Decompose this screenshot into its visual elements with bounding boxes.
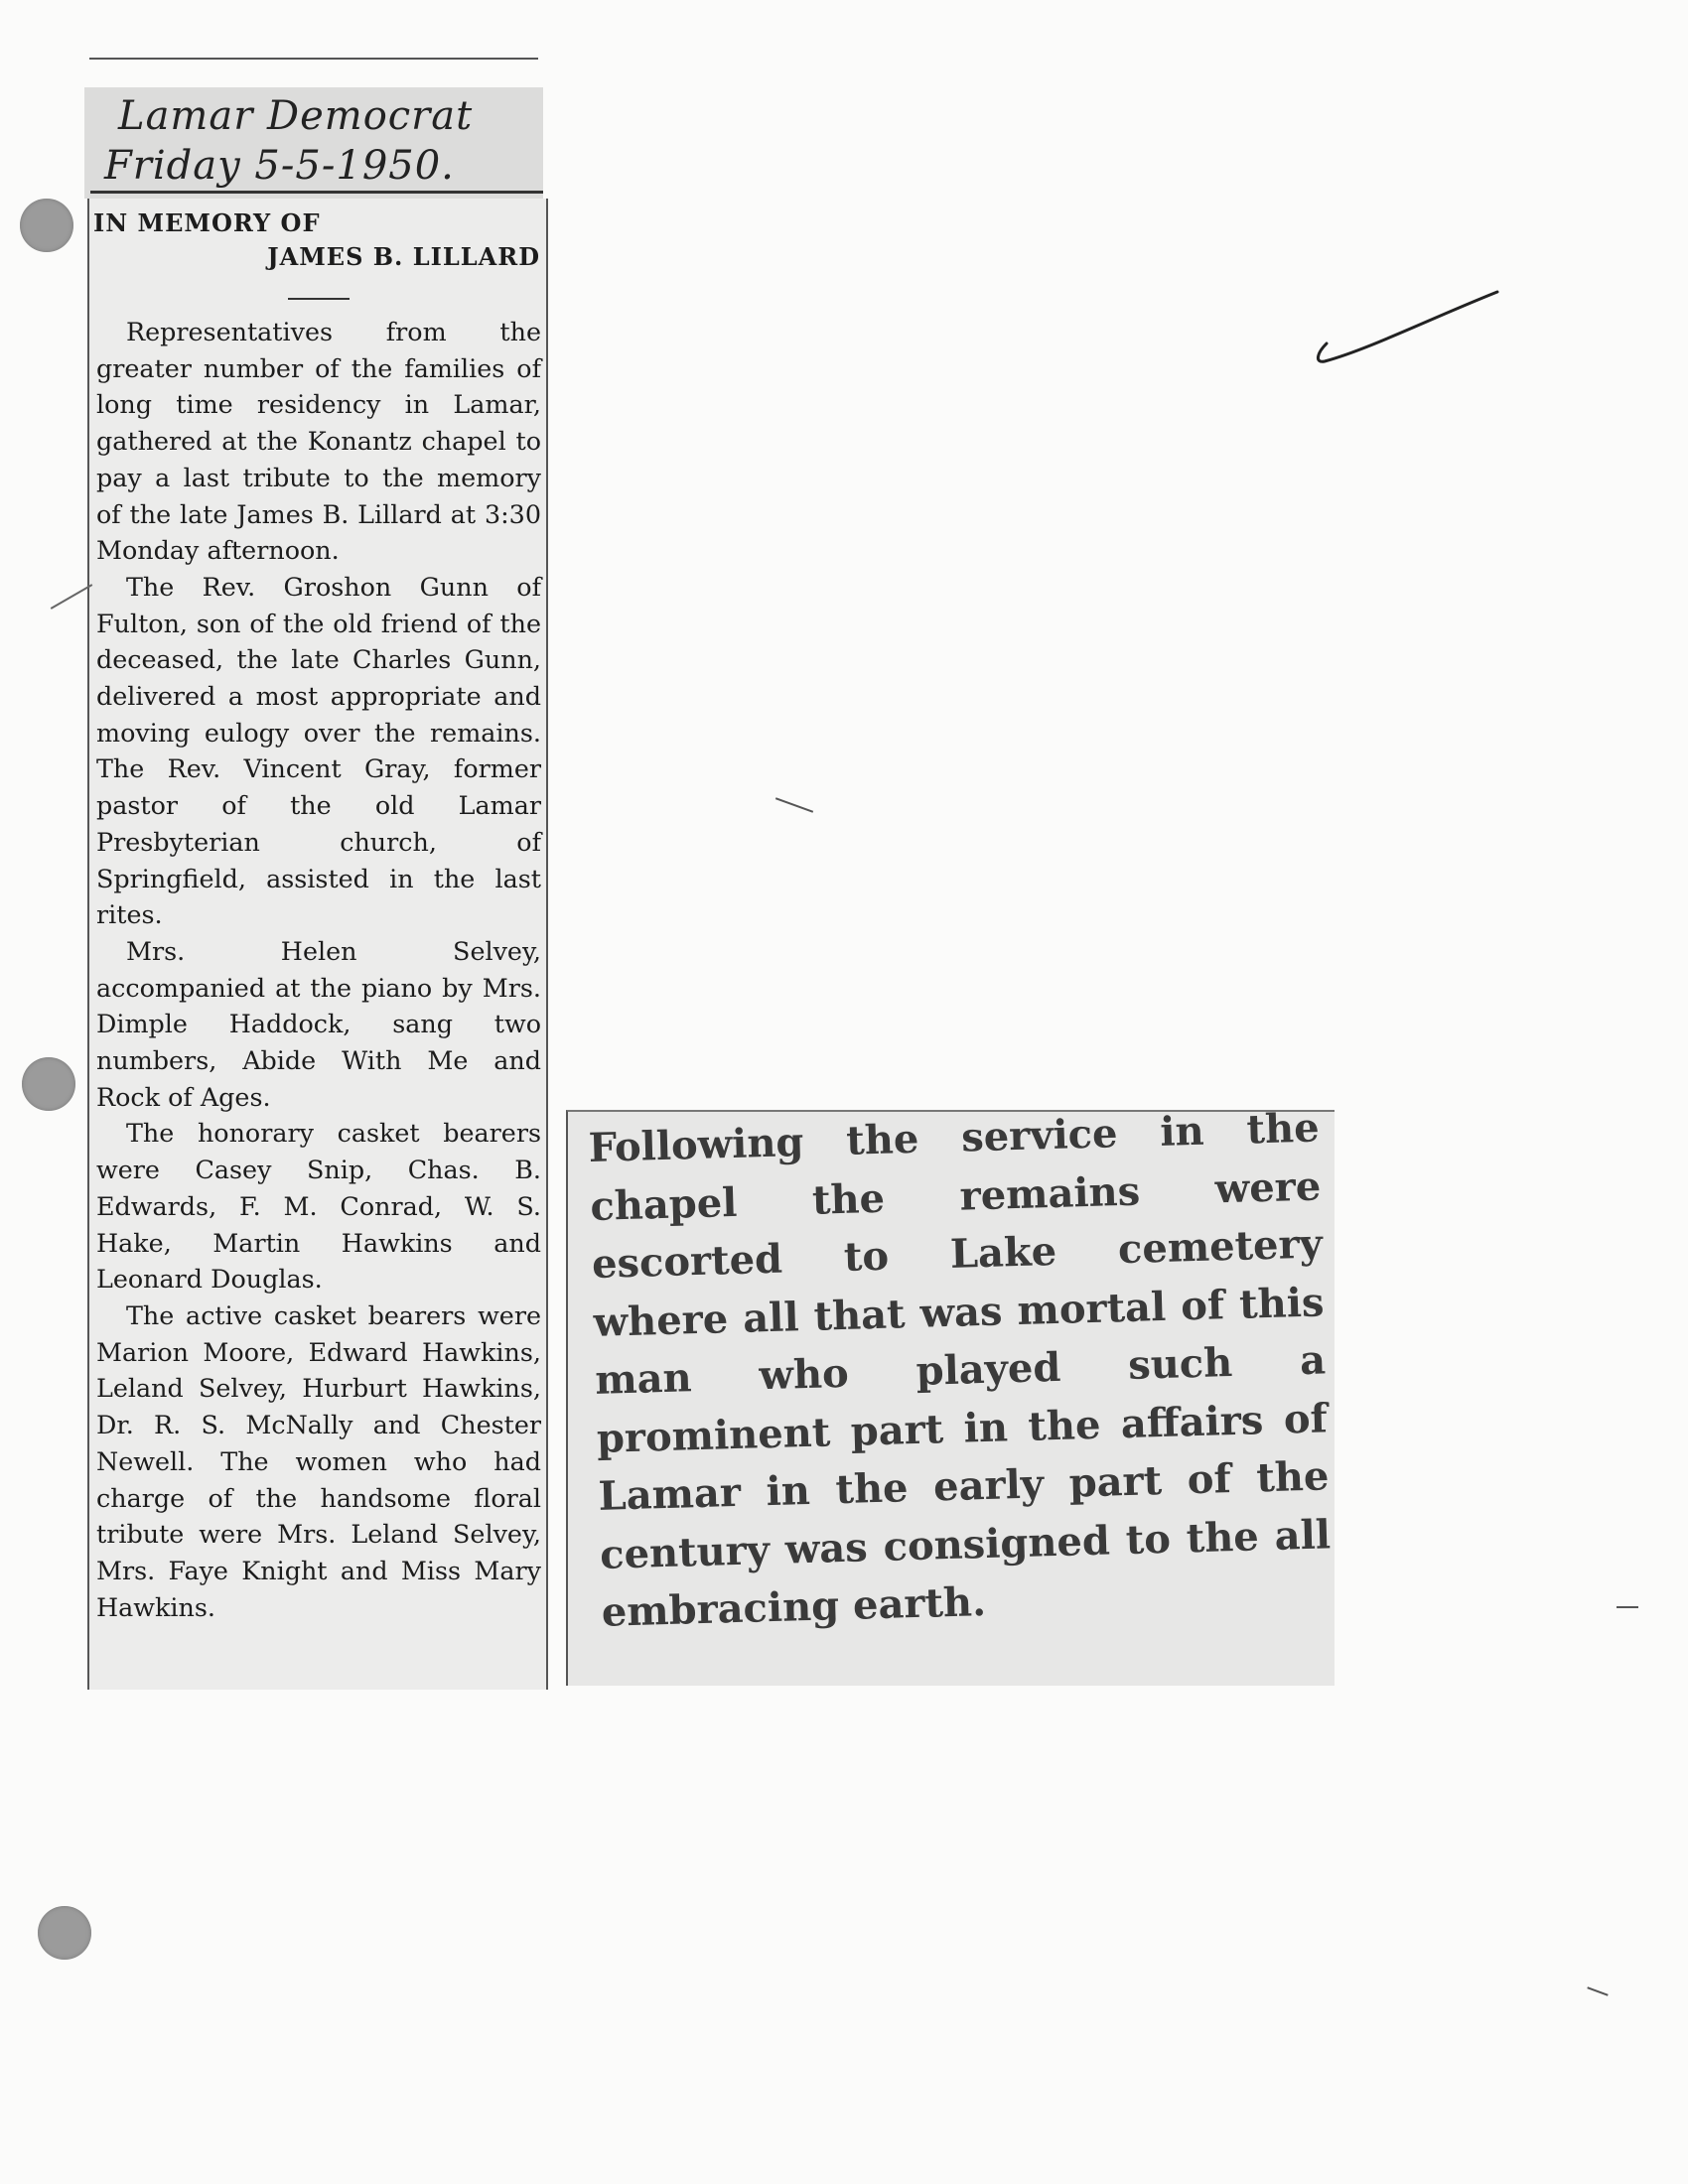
headline-line-1: IN MEMORY OF xyxy=(93,208,321,237)
continuation-text: Following the service in the chapel the remains were escorted to Lake cemetery where all that was mortal of this man who played such a prominent part in the affairs of Lamar in the early part of the century was consigned to the all embracing earth. xyxy=(588,1104,1332,1636)
paragraph-3: Mrs. Helen Selvey, accompanied at the piano by Mrs. Dimple Haddock, sang two numbers, Abide With Me and Rock of Ages. xyxy=(96,935,541,1112)
header-underline xyxy=(90,191,543,194)
paragraph-1: Representatives from the greater number of the families of long time residency in Lamar, gathered at the Konantz chapel to pay a last tribute to the memory of the late James B. Lillard at 3:30 Monday afternoon. xyxy=(96,317,541,566)
newspaper-clipping-continuation xyxy=(566,1104,1335,1686)
newspaper-clipping-main xyxy=(87,199,548,1690)
punch-hole-bottom xyxy=(38,1906,91,1960)
edge-mark xyxy=(1587,1986,1608,1995)
headline-line-2: JAMES B. LILLARD xyxy=(267,242,540,271)
headline-rule xyxy=(288,298,350,300)
article-body xyxy=(96,314,541,1625)
punch-hole-middle xyxy=(22,1057,75,1111)
handwritten-header xyxy=(84,87,543,199)
pencil-mark xyxy=(51,584,93,610)
handwritten-publication: Lamar Democrat xyxy=(118,93,474,139)
top-rule xyxy=(89,58,538,60)
handwritten-date: Friday 5-5-1950. xyxy=(104,143,455,189)
edge-mark xyxy=(1617,1606,1638,1608)
checkmark-icon xyxy=(1309,280,1507,399)
paragraph-4: The honorary casket bearers were Casey Snip, Chas. B. Edwards, F. M. Conrad, W. S. Hake, Martin Hawkins and Leonard Douglas. xyxy=(96,1118,541,1295)
paragraph-5: The active casket bearers were Marion Moore, Edward Hawkins, Leland Selvey, Hurburt Hawkins, Dr. R. S. McNally and Chester Newell. The women who had charge of the handsome floral tribute were Mrs. Leland Selvey, Mrs. Faye Knight and Miss Mary Hawkins. xyxy=(96,1299,541,1622)
paragraph-2: The Rev. Groshon Gunn of Fulton, son of the old friend of the deceased, the late Charles Gunn, delivered a most appropriate and moving eulogy over the remains. The Rev. Vincent Gray, former pastor of the old Lamar Presbyterian church, of Springfield, assisted in the last rites. xyxy=(96,571,541,930)
stray-mark xyxy=(775,797,813,813)
punch-hole-top xyxy=(20,199,73,252)
